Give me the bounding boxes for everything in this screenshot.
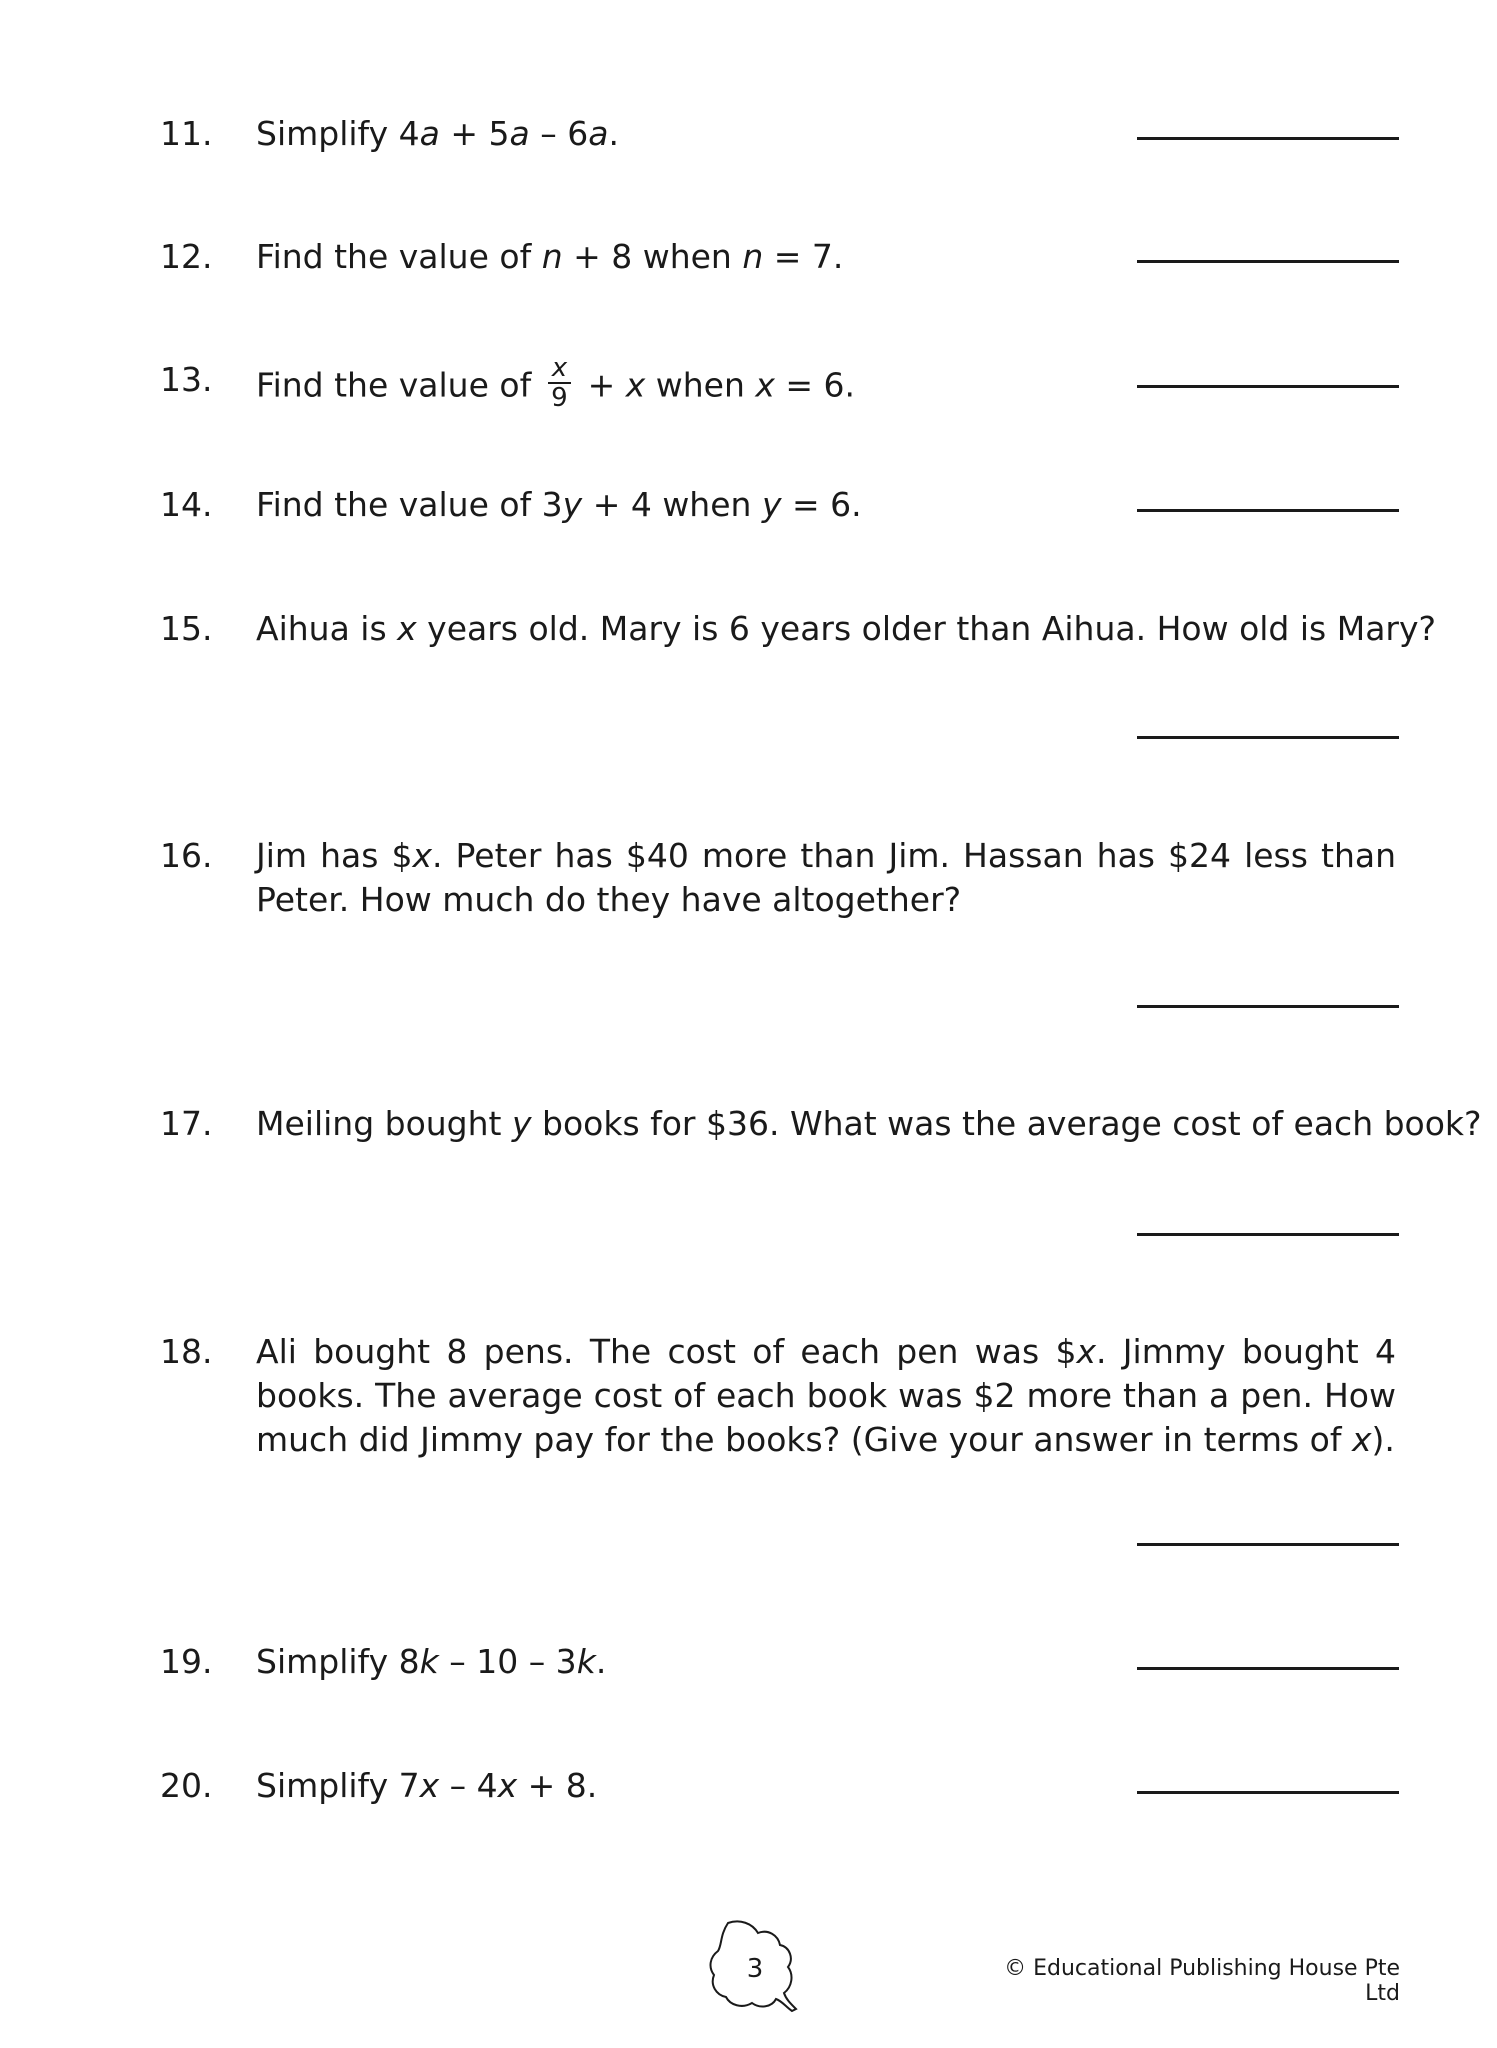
question-number: 18.: [160, 1332, 213, 1371]
question-text-after: [577, 366, 855, 405]
text-segment: = 6.: [781, 485, 862, 524]
text-segment: Simplify 4: [256, 114, 420, 153]
math-variable: x: [755, 365, 775, 405]
question-text-before: Find the value of: [256, 365, 542, 405]
page-number: 3: [746, 1954, 764, 1984]
question-text: [256, 235, 1396, 279]
question-text: [256, 607, 1437, 651]
copyright-notice: © Educational Publishing House Pte Ltd: [1004, 1956, 1400, 2006]
question-number: 16.: [160, 836, 213, 875]
text-segment: . Peter has $40 more than Jim. Hassan has $24 less than Peter. How much do they have altogether?: [256, 836, 1396, 919]
math-variable: x: [419, 1766, 440, 1805]
answer-line-12[interactable]: [1137, 260, 1399, 263]
answer-line-20[interactable]: [1137, 1791, 1399, 1794]
math-variable: k: [576, 1642, 596, 1681]
question-number: 20.: [160, 1766, 213, 1805]
fraction-numerator: x: [548, 354, 571, 384]
fraction-denominator: 9: [551, 383, 568, 413]
math-variable: y: [562, 485, 583, 524]
text-segment: = 6.: [774, 365, 856, 405]
question-number: 11.: [160, 114, 213, 153]
fraction: [548, 354, 571, 412]
question-text: [256, 1330, 1396, 1462]
text-segment: books for $36. What was the average cost of each book?: [531, 1104, 1482, 1143]
answer-line-16[interactable]: [1137, 1005, 1399, 1008]
text-segment: .: [595, 1642, 607, 1681]
math-variable: n: [742, 237, 764, 276]
question-text: [256, 1640, 1396, 1684]
question-text: [256, 483, 1396, 527]
question-text: [256, 1764, 1396, 1808]
math-variable: a: [588, 114, 609, 153]
text-segment: years old. Mary is 6 years older than Aihua. How old is Mary?: [416, 609, 1437, 648]
answer-line-13[interactable]: [1137, 385, 1399, 388]
answer-line-17[interactable]: [1137, 1233, 1399, 1236]
text-segment: Aihua is: [256, 609, 398, 648]
question-number: 14.: [160, 485, 213, 524]
text-segment: when: [645, 365, 756, 405]
answer-line-18[interactable]: [1137, 1543, 1399, 1546]
math-variable: x: [1076, 1332, 1097, 1371]
question-text: [256, 1102, 1482, 1146]
question-text: [256, 834, 1396, 922]
text-segment: Simplify 8: [256, 1642, 420, 1681]
question-number: 17.: [160, 1104, 213, 1143]
text-segment: Find the value of 3: [256, 485, 563, 524]
text-segment: +: [577, 365, 626, 405]
math-variable: n: [541, 237, 563, 276]
text-segment: – 6: [529, 114, 589, 153]
math-variable: x: [625, 365, 646, 405]
text-segment: Simplify 7: [256, 1766, 420, 1805]
text-segment: + 5: [439, 114, 510, 153]
math-variable: a: [419, 114, 440, 153]
question-number: 15.: [160, 609, 213, 648]
text-segment: + 4 when: [582, 485, 762, 524]
answer-line-19[interactable]: [1137, 1667, 1399, 1670]
math-variable: x: [397, 609, 417, 648]
text-segment: ).: [1371, 1420, 1395, 1459]
text-segment: .: [608, 114, 619, 153]
math-variable: y: [511, 1104, 532, 1143]
question-number: 12.: [160, 237, 213, 276]
math-variable: y: [761, 485, 782, 524]
answer-line-11[interactable]: [1137, 137, 1399, 140]
text-segment: + 8.: [517, 1766, 598, 1805]
math-variable: k: [419, 1642, 439, 1681]
math-variable: x: [1351, 1420, 1372, 1459]
question-number: 13.: [160, 360, 213, 399]
text-segment: Jim has $: [256, 836, 413, 875]
question-number: 19.: [160, 1642, 213, 1681]
math-variable: x: [412, 836, 433, 875]
answer-line-15[interactable]: [1137, 736, 1399, 739]
text-segment: Meiling bought: [256, 1104, 512, 1143]
text-segment: – 10 – 3: [438, 1642, 577, 1681]
question-text: [256, 112, 1396, 156]
text-segment: – 4: [439, 1766, 498, 1805]
text-segment: . Jimmy bought 4 books. The average cost of each book was $2 more than a pen. How much did Jimmy pay for the books? (Give your answer in terms of: [256, 1332, 1396, 1459]
math-variable: x: [497, 1766, 518, 1805]
text-segment: Find the value of: [256, 237, 542, 276]
text-segment: = 7.: [763, 237, 844, 276]
text-segment: + 8 when: [562, 237, 743, 276]
math-variable: a: [509, 114, 530, 153]
text-segment: Ali bought 8 pens. The cost of each pen was $: [256, 1332, 1077, 1371]
answer-line-14[interactable]: [1137, 509, 1399, 512]
